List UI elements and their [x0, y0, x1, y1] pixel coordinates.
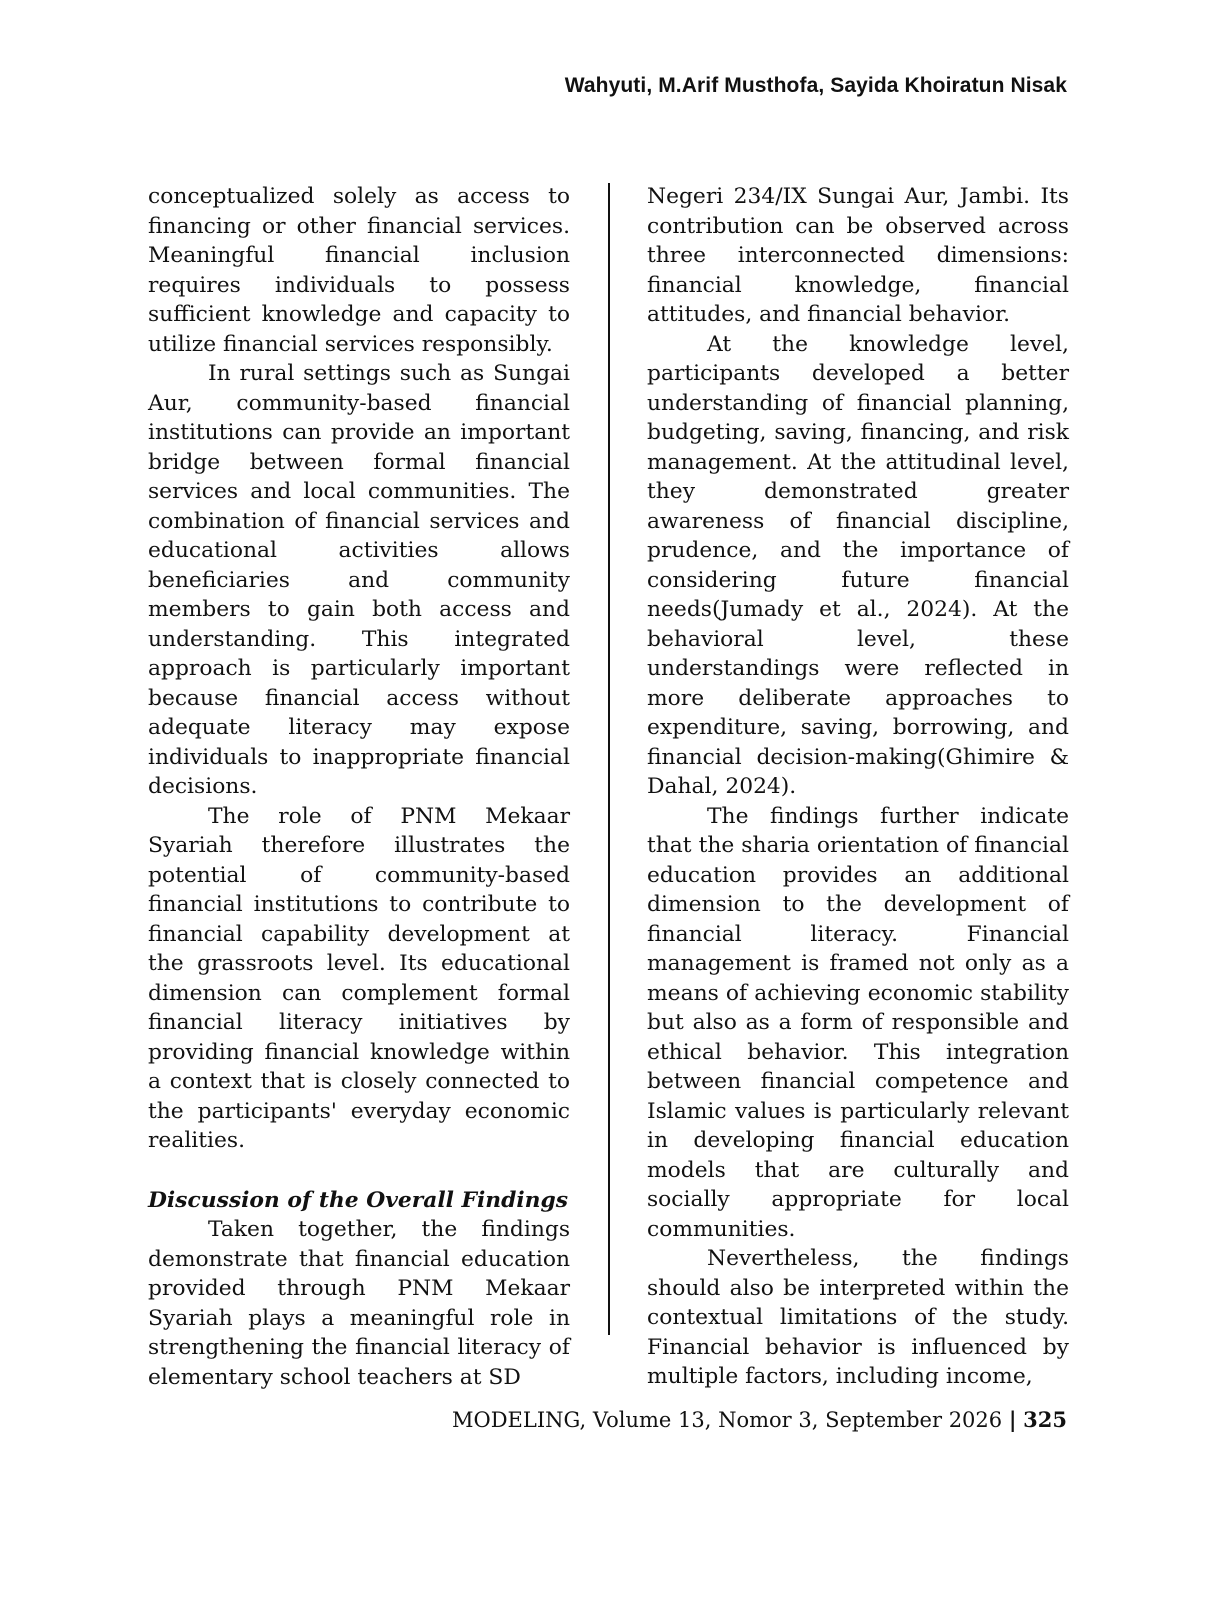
- paragraph: conceptualized solely as access to financing or other financial services. Meaningful financial inclusion requires individuals to possess sufficient knowledge and capacity to utilize financial services responsibly.: [148, 184, 570, 357]
- paragraph: Taken together, the findings demonstrate that financial education provided through PNM Mekaar Syariah plays a meaningful role in strengthening the financial literacy of elementary school teachers at SD: [148, 1217, 570, 1390]
- right-column: [647, 182, 1069, 1392]
- paragraph: The findings further indicate that the sharia orientation of financial education provides an additional dimension to the development of financial literacy. Financial management is framed not only as a means of achieving economic stability but also as a form of responsible and ethical behavior. This integration between financial competence and Islamic values is particularly relevant in developing financial education models that are culturally and socially appropriate for local communities.: [647, 803, 1069, 1242]
- left-column: [148, 182, 570, 1392]
- paragraph: Nevertheless, the findings should also be interpreted within the contextual limitations of the study. Financial behavior is influenced by multiple factors, including income,: [647, 1246, 1069, 1389]
- journal-citation: MODELING, Volume 13, Nomor 3, September 2026: [451, 1408, 1003, 1432]
- page-footer: [452, 1407, 1067, 1432]
- paragraph: In rural settings such as Sungai Aur, community-based financial institutions can provide an important bridge between formal financial services and local communities. The combination of financial services and educational activities allows beneficiaries and community members to gain both access and understanding. This integrated approach is particularly important because financial access without adequate literacy may expose individuals to inappropriate financial decisions.: [148, 361, 570, 799]
- paragraph: At the knowledge level, participants developed a better understanding of financial planning, budgeting, saving, financing, and risk management. At the attitudinal level, they demonstrated greater awareness of financial discipline, prudence, and the importance of considering future financial needs(Jumady et al., 2024). At the behavioral level, these understandings were reflected in more deliberate approaches to expenditure, saving, borrowing, and financial decision-making(Ghimire & Dahal, 2024).: [647, 331, 1069, 799]
- page-number: 325: [1023, 1407, 1067, 1432]
- section-heading: Discussion of the Overall Findings: [148, 1187, 569, 1213]
- column-divider: [608, 183, 610, 1335]
- running-head-authors: Wahyuti, M.Arif Musthofa, Sayida Khoiratun Nisak: [564, 74, 1067, 97]
- footer-separator: |: [1008, 1407, 1017, 1432]
- paragraph: The role of PNM Mekaar Syariah therefore illustrates the potential of community-based financial institutions to contribute to financial capability development at the grassroots level. Its educational dimension can complement formal financial literacy initiatives by providing financial knowledge within a context that is closely connected to the participants' everyday economic realities.: [148, 803, 570, 1153]
- paragraph: Negeri 234/IX Sungai Aur, Jambi. Its contribution can be observed across three interconnected dimensions: financial knowledge, financial attitudes, and financial behavior.: [647, 184, 1069, 327]
